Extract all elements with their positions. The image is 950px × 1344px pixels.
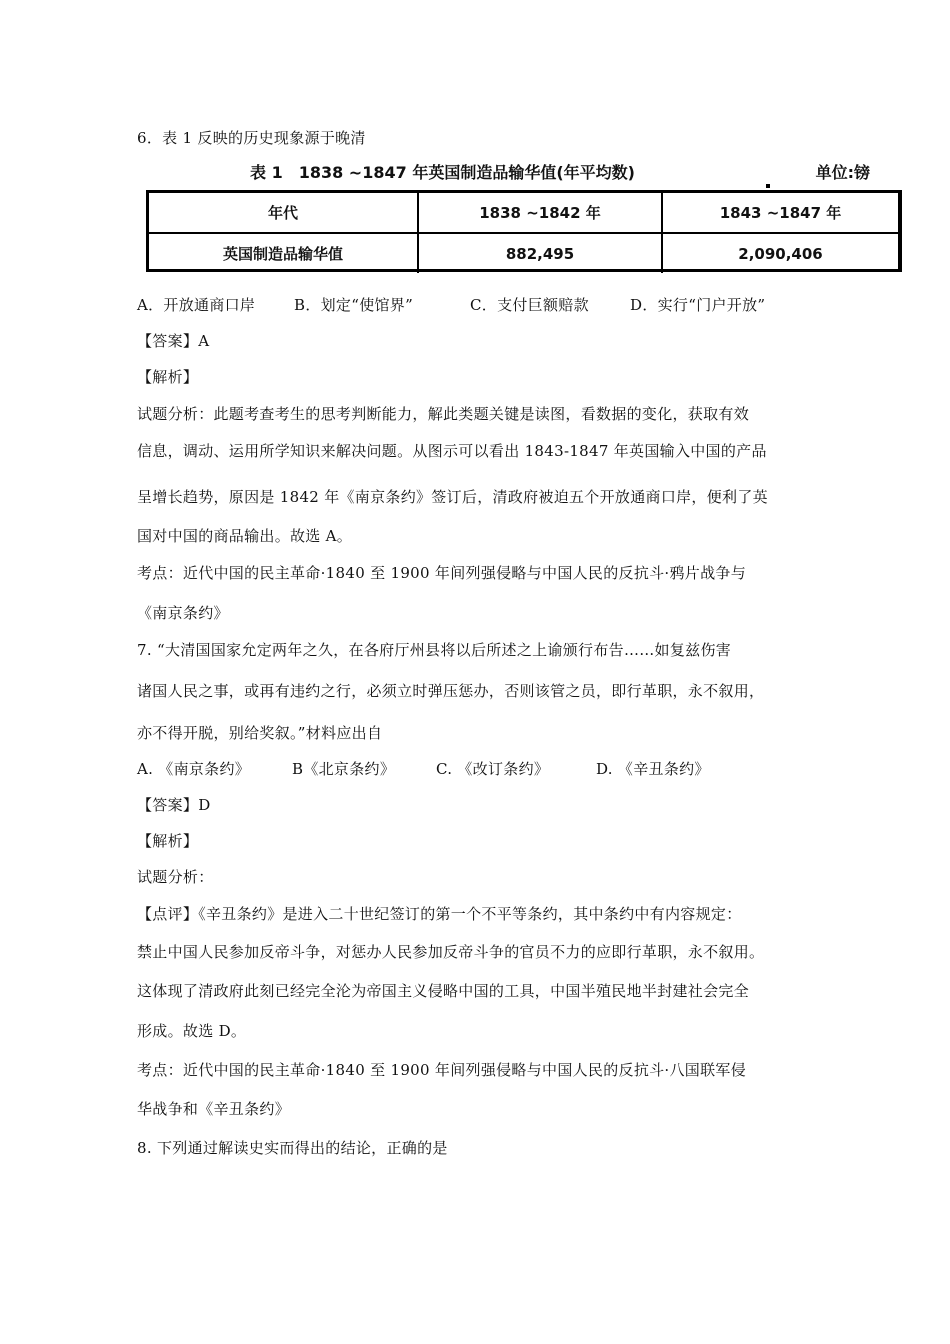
q6-choice-d: D．实行“门户开放”	[630, 296, 766, 314]
q7-point-line-2: 华战争和《辛丑条约》	[137, 1100, 291, 1118]
q6-choice-b: B．划定“使馆界”	[294, 296, 414, 314]
q7-stem-line-3: 亦不得开脱，别给奖叙。”材料应出自	[137, 724, 383, 742]
q6-point-line-1: 考点：近代中国的民主革命·1840 至 1900 年间列强侵略与中国人民的反抗斗·鸦片战争与	[137, 564, 746, 582]
table-caption	[250, 160, 870, 183]
q7-analysis-line-5: 形成。故选 D。	[137, 1022, 247, 1040]
q7-choice-c: C. 《改订条约》	[436, 760, 550, 778]
q6-choice-a: A．开放通商口岸	[137, 296, 256, 314]
table-header-row	[149, 193, 898, 234]
q7-stem-line-2: 诸国人民之事，或再有违约之行，必须立时弹压惩办，否则该管之员，即行革职，永不叙用，	[137, 682, 765, 700]
q7-stem-line-1: 7. “大清国国家允定两年之久，在各府厅州县将以后所述之上谕颁行布告……如复兹伤害	[137, 641, 732, 659]
q8-stem: 8. 下列通过解读史实而得出的结论，正确的是	[137, 1139, 448, 1157]
table-title: 表 1 1838 ~1847 年英国制造品输华值(年平均数)	[250, 163, 635, 182]
value-cell-period-1: 882,495	[419, 234, 663, 273]
q6-analysis-line-3: 呈增长趋势，原因是 1842 年《南京条约》签订后，清政府被迫五个开放通商口岸，便利了英	[137, 488, 768, 506]
q7-analysis-line-4: 这体现了清政府此刻已经完全沦为帝国主义侵略中国的工具，中国半殖民地半封建社会完全	[137, 982, 750, 1000]
q7-answer: 【答案】D	[137, 796, 211, 814]
q6-answer: 【答案】A	[137, 332, 210, 350]
header-cell-era: 年代	[149, 193, 419, 232]
q7-choice-d: D. 《辛丑条约》	[596, 760, 710, 778]
q7-choice-a: A. 《南京条约》	[137, 760, 251, 778]
q6-choices	[137, 295, 765, 315]
table-tick-mark	[766, 184, 770, 188]
q7-choices	[137, 759, 710, 779]
q6-analysis-line-4: 国对中国的商品输出。故选 A。	[137, 527, 353, 545]
q6-choice-c: C．支付巨额赔款	[470, 296, 589, 314]
q7-point-line-1: 考点：近代中国的民主革命·1840 至 1900 年间列强侵略与中国人民的反抗斗·八国联军侵	[137, 1061, 746, 1079]
header-cell-period-2: 1843 ~1847 年	[719, 204, 842, 222]
q7-choice-b: B《北京条约》	[292, 760, 396, 778]
q7-analysis-label: 【解析】	[137, 832, 199, 850]
q7-analysis-line-1: 试题分析：	[137, 868, 214, 886]
table-data-row	[149, 234, 898, 273]
q6-analysis-line-1: 试题分析：此题考查考生的思考判断能力，解此类题关键是读图，看数据的变化，获取有效	[137, 405, 750, 423]
export-value-table	[146, 190, 902, 272]
q6-stem: 6．表 1 反映的历史现象源于晚清	[137, 129, 366, 147]
value-cell-period-2: 2,090,406	[738, 244, 823, 263]
q6-point-line-2: 《南京条约》	[137, 604, 229, 622]
q7-analysis-line-2: 【点评】《辛丑条约》是进入二十世纪签订的第一个不平等条约，其中条约中有内容规定：	[137, 905, 742, 923]
header-cell-period-1: 1838 ~1842 年	[419, 193, 663, 232]
table-unit: 单位:镑	[815, 163, 870, 182]
row-label-cell: 英国制造品输华值	[149, 234, 419, 273]
q7-analysis-line-3: 禁止中国人民参加反帝斗争，对惩办人民参加反帝斗争的官员不力的应即行革职，永不叙用。	[137, 943, 765, 961]
q6-analysis-label: 【解析】	[137, 368, 199, 386]
q6-analysis-line-2: 信息，调动、运用所学知识来解决问题。从图示可以看出 1843-1847 年英国输入中国的产品	[137, 442, 767, 460]
